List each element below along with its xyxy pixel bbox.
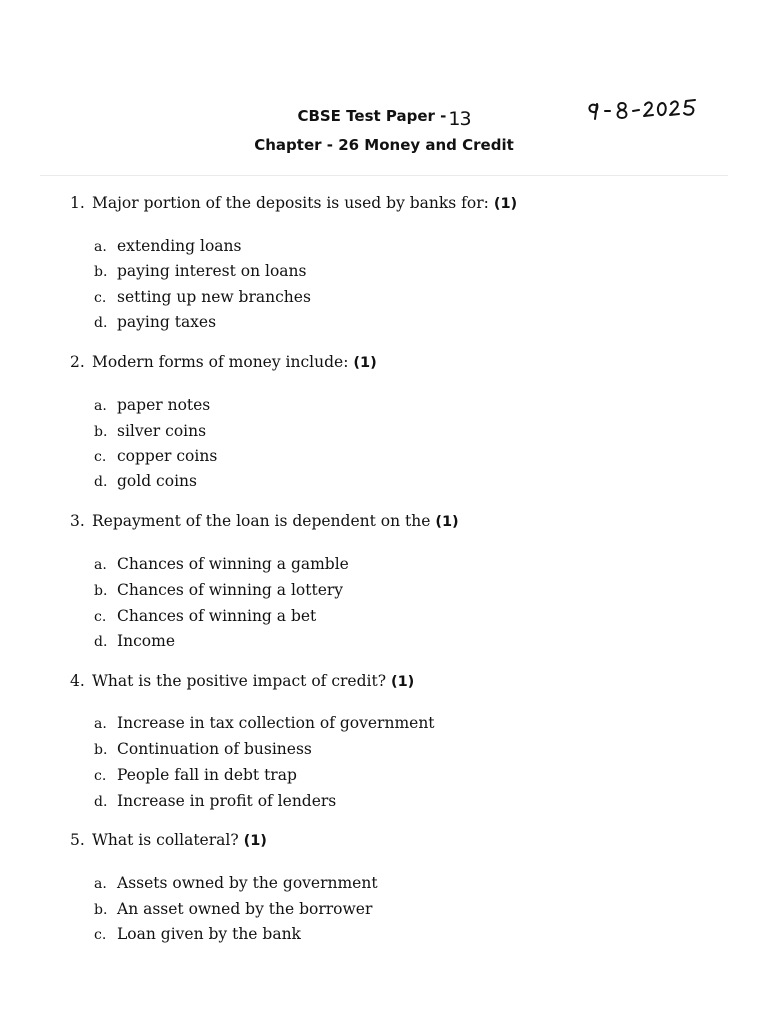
option-letter: d. bbox=[94, 315, 108, 331]
option-letter: d. bbox=[94, 474, 108, 490]
question-2-text bbox=[70, 353, 377, 371]
option-letter: c. bbox=[94, 449, 107, 465]
option-text: An asset owned by the borrower bbox=[117, 900, 373, 918]
option-c bbox=[94, 925, 301, 943]
option-c bbox=[94, 447, 217, 465]
option-d bbox=[94, 792, 336, 810]
option-d bbox=[94, 472, 197, 490]
option-text: Increase in profit of lenders bbox=[117, 792, 337, 810]
question-stem: Modern forms of money include: bbox=[92, 353, 349, 371]
marks-label: (1) bbox=[493, 196, 518, 212]
option-text: extending loans bbox=[117, 237, 242, 255]
question-number: 4. bbox=[70, 672, 85, 690]
marks-label: (1) bbox=[390, 674, 415, 690]
question-stem: Major portion of the deposits is used by banks for: bbox=[92, 194, 489, 212]
option-letter: b. bbox=[94, 424, 108, 440]
question-number: 3. bbox=[70, 512, 85, 530]
option-letter: b. bbox=[94, 742, 108, 758]
option-a bbox=[94, 874, 378, 892]
option-letter: a. bbox=[94, 398, 107, 414]
option-a bbox=[94, 714, 435, 732]
chapter-title: Chapter - 26 Money and Credit bbox=[254, 136, 514, 154]
option-text: People fall in debt trap bbox=[117, 766, 297, 784]
option-text: Continuation of business bbox=[117, 740, 312, 758]
option-d bbox=[94, 313, 216, 331]
option-text: paying taxes bbox=[117, 313, 217, 331]
question-stem: What is the positive impact of credit? bbox=[92, 672, 387, 690]
marks-label: (1) bbox=[353, 355, 377, 371]
option-letter: a. bbox=[94, 876, 107, 892]
question-1-text bbox=[70, 194, 517, 212]
question-number: 5. bbox=[70, 831, 85, 849]
option-letter: a. bbox=[94, 239, 107, 255]
marks-label: (1) bbox=[435, 514, 459, 530]
option-b bbox=[94, 262, 306, 280]
option-letter: c. bbox=[94, 927, 107, 943]
option-text: Chances of winning a gamble bbox=[117, 555, 349, 573]
handwritten-paper-number: 13 bbox=[448, 108, 471, 130]
question-stem: What is collateral? bbox=[92, 831, 239, 849]
option-text: copper coins bbox=[117, 447, 218, 465]
question-3-text bbox=[70, 512, 459, 530]
option-text: Chances of winning a bet bbox=[117, 607, 317, 625]
option-b bbox=[94, 900, 372, 918]
question-number: 1. bbox=[70, 194, 85, 212]
option-letter: b. bbox=[94, 264, 108, 280]
question-4-text bbox=[70, 672, 414, 690]
question-5-text bbox=[70, 831, 267, 849]
option-b bbox=[94, 581, 343, 599]
option-text: paper notes bbox=[117, 396, 211, 414]
option-letter: b. bbox=[94, 583, 108, 599]
option-letter: c. bbox=[94, 290, 107, 306]
option-letter: c. bbox=[94, 609, 107, 625]
question-number: 2. bbox=[70, 353, 85, 371]
option-text: paying interest on loans bbox=[117, 262, 307, 280]
paper-title-prefix: CBSE Test Paper - bbox=[297, 107, 447, 125]
question-stem: Repayment of the loan is dependent on the bbox=[92, 512, 431, 530]
handwritten-date bbox=[585, 95, 715, 127]
option-text: Income bbox=[117, 632, 175, 650]
option-letter: d. bbox=[94, 634, 108, 650]
option-letter: c. bbox=[94, 768, 107, 784]
option-text: Chances of winning a lottery bbox=[117, 581, 344, 599]
option-text: silver coins bbox=[117, 422, 207, 440]
option-letter: b. bbox=[94, 902, 108, 918]
option-text: Loan given by the bank bbox=[117, 925, 301, 943]
option-b bbox=[94, 422, 206, 440]
option-d bbox=[94, 632, 175, 650]
option-a bbox=[94, 396, 210, 414]
option-c bbox=[94, 288, 311, 306]
option-text: Assets owned by the government bbox=[117, 874, 378, 892]
header-divider bbox=[40, 175, 728, 176]
option-letter: a. bbox=[94, 557, 107, 573]
option-c bbox=[94, 607, 316, 625]
marks-label: (1) bbox=[243, 833, 267, 849]
option-a bbox=[94, 555, 349, 573]
option-c bbox=[94, 766, 297, 784]
option-text: Increase in tax collection of government bbox=[117, 714, 435, 732]
option-a bbox=[94, 237, 241, 255]
option-text: gold coins bbox=[117, 472, 197, 490]
option-b bbox=[94, 740, 312, 758]
option-text: setting up new branches bbox=[117, 288, 311, 306]
option-letter: d. bbox=[94, 794, 108, 810]
option-letter: a. bbox=[94, 716, 107, 732]
